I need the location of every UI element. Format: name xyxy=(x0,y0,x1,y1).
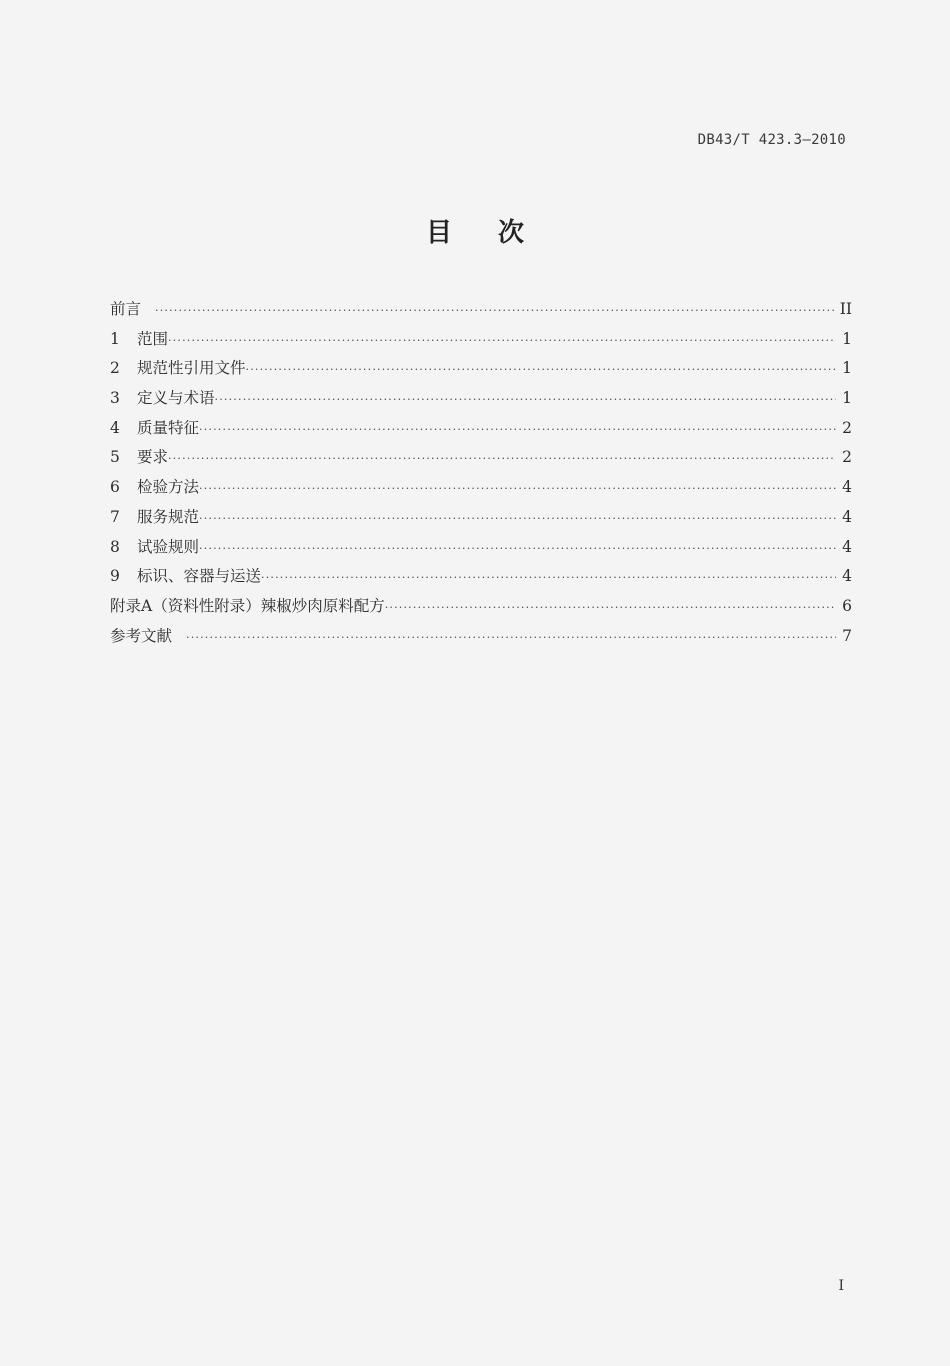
toc-entry-page: II xyxy=(839,300,852,318)
toc-entry-label: 质量特征 xyxy=(137,418,200,437)
toc-entry-page: 1 xyxy=(842,389,852,408)
toc-entry-number: 7 xyxy=(110,507,120,526)
toc-entry-page: 4 xyxy=(842,478,852,497)
toc-entry-number: 1 xyxy=(110,329,120,348)
toc-leader-dots xyxy=(246,363,836,376)
toc-leader-dots xyxy=(168,452,836,465)
toc-entry-label: 标识、容器与运送 xyxy=(137,567,262,586)
toc-title: 目次 xyxy=(425,218,570,248)
toc-entry-label: 服务规范 xyxy=(137,507,200,526)
toc-leader-dots xyxy=(199,482,836,495)
toc-entry-label: 定义与术语 xyxy=(137,389,215,408)
toc-entry-1[interactable] xyxy=(110,327,852,357)
toc-entry-number: 2 xyxy=(110,359,120,378)
toc-entry-label: 前言 xyxy=(110,300,142,318)
toc-leader-dots xyxy=(215,393,836,406)
toc-entry-label: 试验规则 xyxy=(137,537,200,556)
toc-entry-4[interactable] xyxy=(110,416,852,446)
toc-entry-page: 7 xyxy=(842,626,852,645)
toc-leader-dots xyxy=(199,423,836,436)
toc-entry-9[interactable] xyxy=(110,564,852,594)
toc-entry-number: 5 xyxy=(110,448,120,467)
toc-entry-page: 1 xyxy=(842,359,852,378)
toc-leader-dots xyxy=(199,542,836,555)
toc-entry-number: 4 xyxy=(110,418,120,437)
toc-entry-number: 9 xyxy=(110,567,120,586)
toc-entry-page: 1 xyxy=(842,329,852,348)
toc-entry-number: 3 xyxy=(110,389,120,408)
toc-leader-dots xyxy=(186,631,836,644)
toc-entry-label: 附录A（资料性附录）辣椒炒肉原料配方 xyxy=(110,596,385,615)
toc-entry-page: 4 xyxy=(842,537,852,556)
toc-leader-dots xyxy=(155,304,836,317)
toc-leader-dots xyxy=(168,334,836,347)
toc-entry-3[interactable] xyxy=(110,386,852,416)
toc-entry-label: 要求 xyxy=(137,448,169,467)
toc-entry-number: 6 xyxy=(110,478,120,497)
page-number: I xyxy=(838,1278,844,1294)
toc-leader-dots xyxy=(199,512,836,525)
toc-entry-page: 4 xyxy=(842,507,852,526)
toc-entry-page: 6 xyxy=(842,596,852,615)
toc-entry-number: 8 xyxy=(110,537,120,556)
toc-entry-label: 范围 xyxy=(137,329,169,348)
toc-entry-2[interactable] xyxy=(110,356,852,386)
toc-entry-7[interactable] xyxy=(110,505,852,535)
table-of-contents xyxy=(110,297,852,653)
toc-entry-6[interactable] xyxy=(110,475,852,505)
document-code: DB43/T 423.3—2010 xyxy=(697,132,846,148)
toc-entry-page: 2 xyxy=(842,448,852,467)
toc-entry-page: 4 xyxy=(842,567,852,586)
toc-entry-5[interactable] xyxy=(110,445,852,475)
toc-entry-references[interactable] xyxy=(110,624,852,654)
toc-leader-dots xyxy=(261,571,836,584)
toc-entry-appendix-a[interactable] xyxy=(110,594,852,624)
toc-entry-label: 规范性引用文件 xyxy=(137,359,246,378)
toc-entry-8[interactable] xyxy=(110,535,852,565)
toc-entry-label: 参考文献 xyxy=(110,626,173,645)
toc-entry-label: 检验方法 xyxy=(137,478,200,497)
toc-entry-foreword[interactable] xyxy=(110,297,852,327)
toc-entry-page: 2 xyxy=(842,418,852,437)
toc-leader-dots xyxy=(385,601,836,614)
